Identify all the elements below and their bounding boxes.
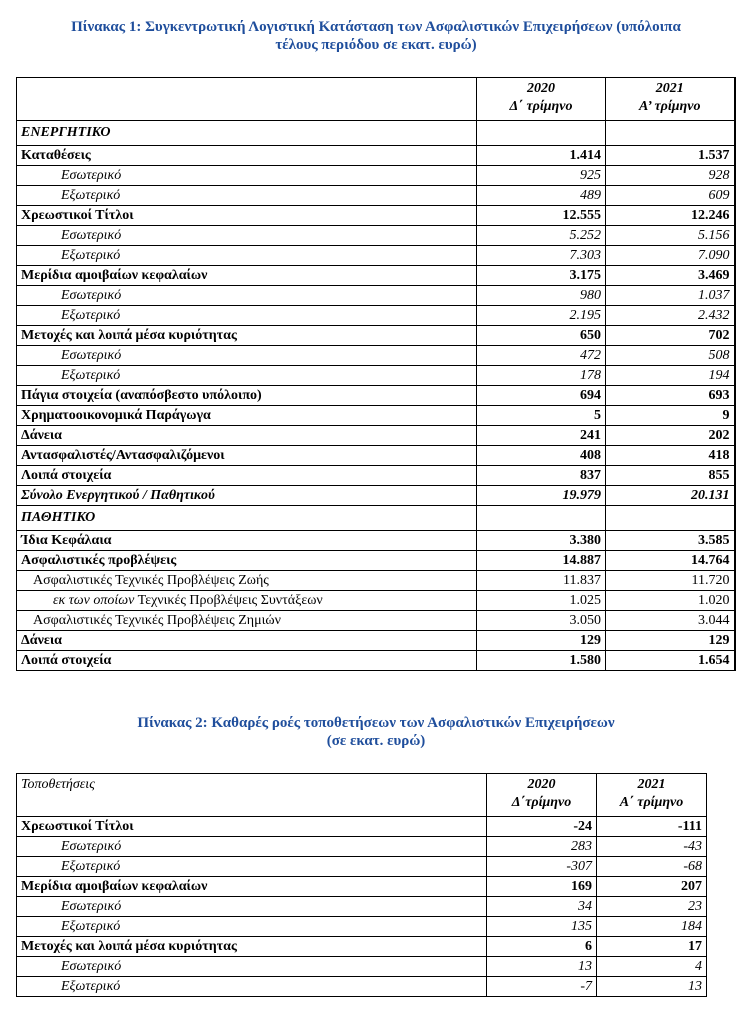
row-value-col1: 12.555 (477, 206, 606, 226)
table-row (17, 226, 735, 246)
row-value-col2: 194 (606, 366, 735, 386)
row-value-col1: 14.887 (477, 551, 606, 571)
row-value-col2: 129 (606, 631, 735, 651)
table-row (17, 366, 735, 386)
row-value-col2: 13 (597, 977, 707, 997)
assets-heading: ΕΝΕΡΓΗΤΙΚΟ (17, 121, 477, 146)
row-label: Μετοχές και λοιπά μέσα κυριότητας (17, 326, 477, 346)
net-flows-table (16, 773, 707, 997)
row-label: Μερίδια αμοιβαίων κεφαλαίων (17, 266, 477, 286)
row-label-text: Τεχνικές Προβλέψεις Συντάξεων (137, 593, 323, 608)
row-label: Εξωτερικό (17, 246, 477, 266)
row-value-col2: 202 (606, 426, 735, 446)
table-row (17, 817, 707, 837)
row-label: Ασφαλιστικές προβλέψεις (17, 551, 477, 571)
row-value-col2: 207 (597, 877, 707, 897)
table2-col1-header: 2020 Δ΄τρίμηνο (487, 774, 597, 817)
row-value-col1: 3.380 (477, 531, 606, 551)
row-value-col2: 23 (597, 897, 707, 917)
row-value-col1: 694 (477, 386, 606, 406)
table1-caption (0, 18, 752, 54)
table-row (17, 531, 735, 551)
table-row (17, 591, 735, 611)
row-value-col1: 178 (477, 366, 606, 386)
table2-caption-line2: (σε εκατ. ευρώ) (326, 733, 426, 749)
row-label: Δάνεια (17, 631, 477, 651)
table2-caption-line1: Πίνακας 2: Καθαρές ροές τοποθετήσεων των Ασφαλιστικών Επιχειρήσεων (137, 715, 615, 731)
table-row (17, 486, 735, 506)
row-label: Εσωτερικό (17, 226, 477, 246)
row-value-col2: 1.654 (606, 651, 735, 671)
row-label: Πάγια στοιχεία (αναπόσβεστο υπόλοιπο) (17, 386, 477, 406)
row-value-col2: 2.432 (606, 306, 735, 326)
row-label: Ίδια Κεφάλαια (17, 531, 477, 551)
row-value-col2: 4 (597, 957, 707, 977)
table-row (17, 286, 735, 306)
row-value-col1: 1.580 (477, 651, 606, 671)
row-value-col1: 129 (477, 631, 606, 651)
row-value-col1: 34 (487, 897, 597, 917)
liabilities-heading-row (17, 506, 735, 531)
table1-header-row (17, 78, 735, 121)
table-row (17, 837, 707, 857)
row-value-col1: 650 (477, 326, 606, 346)
row-value-col2: 508 (606, 346, 735, 366)
row-label: Δάνεια (17, 426, 477, 446)
table-row (17, 466, 735, 486)
row-value-col2: 928 (606, 166, 735, 186)
row-label: Εξωτερικό (17, 306, 477, 326)
row-value-col1: -7 (487, 977, 597, 997)
row-label: Εσωτερικό (17, 837, 487, 857)
row-value-col1: 1.025 (477, 591, 606, 611)
table1-col2-header: 2021 Α’ τρίμηνο (606, 78, 735, 121)
table1-col1-header: 2020 Δ΄ τρίμηνο (477, 78, 606, 121)
table-row (17, 406, 735, 426)
table-row (17, 571, 735, 591)
row-value-col1: 980 (477, 286, 606, 306)
row-value-col1: 11.837 (477, 571, 606, 591)
row-value-col2: 702 (606, 326, 735, 346)
row-value-col1: 472 (477, 346, 606, 366)
table-row (17, 326, 735, 346)
row-label: Εξωτερικό (17, 857, 487, 877)
table-row (17, 631, 735, 651)
row-value-col2: 11.720 (606, 571, 735, 591)
table2-header-row (17, 774, 707, 817)
table-row (17, 611, 735, 631)
row-value-col2: -43 (597, 837, 707, 857)
row-value-col2: 3.585 (606, 531, 735, 551)
table-row (17, 306, 735, 326)
row-label: Ασφαλιστικές Τεχνικές Προβλέψεις Ζημιών (17, 611, 477, 631)
row-label: Καταθέσεις (17, 146, 477, 166)
table-row (17, 651, 735, 671)
row-value-col2: 609 (606, 186, 735, 206)
row-value-col1: 5.252 (477, 226, 606, 246)
row-value-col1: -307 (487, 857, 597, 877)
table-row (17, 166, 735, 186)
table2-caption (0, 714, 752, 750)
row-value-col2: 3.044 (606, 611, 735, 631)
table-row (17, 386, 735, 406)
row-label: Αντασφαλιστές/Αντασφαλιζόμενοι (17, 446, 477, 466)
table-row (17, 186, 735, 206)
table1-header-blank (17, 78, 477, 121)
row-value-col1: 169 (487, 877, 597, 897)
table-row (17, 957, 707, 977)
row-label: Λοιπά στοιχεία (17, 651, 477, 671)
table-row (17, 897, 707, 917)
row-label: Εσωτερικό (17, 897, 487, 917)
row-value-col1: 2.195 (477, 306, 606, 326)
row-value-col1: 6 (487, 937, 597, 957)
row-value-col1: 925 (477, 166, 606, 186)
row-label: Μερίδια αμοιβαίων κεφαλαίων (17, 877, 487, 897)
row-label: Εσωτερικό (17, 166, 477, 186)
row-label: Χρηματοοικονομικά Παράγωγα (17, 406, 477, 426)
row-value-col2: 1.020 (606, 591, 735, 611)
assets-heading-row (17, 121, 735, 146)
row-label: Μετοχές και λοιπά μέσα κυριότητας (17, 937, 487, 957)
row-label: Χρεωστικοί Τίτλοι (17, 206, 477, 226)
row-label-qualifier: εκ των οποίων (53, 593, 135, 608)
row-value-col2: -68 (597, 857, 707, 877)
row-value-col1: 489 (477, 186, 606, 206)
row-value-col1: 13 (487, 957, 597, 977)
row-value-col1: 283 (487, 837, 597, 857)
row-value-col1: 837 (477, 466, 606, 486)
row-label: Εσωτερικό (17, 957, 487, 977)
table-row (17, 857, 707, 877)
table-row (17, 551, 735, 571)
row-label: Εσωτερικό (17, 286, 477, 306)
row-label (17, 591, 477, 611)
table-row (17, 917, 707, 937)
row-value-col2: 14.764 (606, 551, 735, 571)
table-row (17, 146, 735, 166)
row-value-col1: 7.303 (477, 246, 606, 266)
table-row (17, 266, 735, 286)
table1-caption-line1: Πίνακας 1: Συγκεντρωτική Λογιστική Κατάσταση των Ασφαλιστικών Επιχειρήσεων (υπόλοιπα (71, 19, 681, 35)
row-value-col1: 3.175 (477, 266, 606, 286)
row-value-col2: -111 (597, 817, 707, 837)
row-value-col2: 7.090 (606, 246, 735, 266)
row-value-col1: 5 (477, 406, 606, 426)
row-label: Εξωτερικό (17, 917, 487, 937)
table-row (17, 246, 735, 266)
row-value-col2: 5.156 (606, 226, 735, 246)
row-value-col2: 17 (597, 937, 707, 957)
row-label: Χρεωστικοί Τίτλοι (17, 817, 487, 837)
row-value-col1: 408 (477, 446, 606, 466)
table2-header-label: Τοποθετήσεις (17, 774, 487, 817)
row-value-col2: 12.246 (606, 206, 735, 226)
row-value-col2: 9 (606, 406, 735, 426)
row-label: Εξωτερικό (17, 186, 477, 206)
table-row (17, 977, 707, 997)
table2-col2-header: 2021 Α΄ τρίμηνο (597, 774, 707, 817)
row-label: Εσωτερικό (17, 346, 477, 366)
row-label: Εξωτερικό (17, 366, 477, 386)
row-label: Σύνολο Ενεργητικού / Παθητικού (17, 486, 477, 506)
table-row (17, 346, 735, 366)
row-label: Ασφαλιστικές Τεχνικές Προβλέψεις Ζωής (17, 571, 477, 591)
row-value-col1: 1.414 (477, 146, 606, 166)
row-value-col2: 693 (606, 386, 735, 406)
row-value-col2: 1.037 (606, 286, 735, 306)
row-value-col1: 3.050 (477, 611, 606, 631)
table-row (17, 206, 735, 226)
row-label: Εξωτερικό (17, 977, 487, 997)
liabilities-heading: ΠΑΘΗΤΙΚΟ (17, 506, 477, 531)
table-row (17, 446, 735, 466)
row-value-col2: 855 (606, 466, 735, 486)
table-row (17, 426, 735, 446)
table-row (17, 937, 707, 957)
table1-caption-line2: τέλους περιόδου σε εκατ. ευρώ) (275, 37, 477, 53)
row-label: Λοιπά στοιχεία (17, 466, 477, 486)
row-value-col1: 19.979 (477, 486, 606, 506)
row-value-col2: 418 (606, 446, 735, 466)
row-value-col1: 135 (487, 917, 597, 937)
row-value-col2: 184 (597, 917, 707, 937)
row-value-col1: 241 (477, 426, 606, 446)
row-value-col2: 3.469 (606, 266, 735, 286)
row-value-col1: -24 (487, 817, 597, 837)
table-row (17, 877, 707, 897)
row-value-col2: 20.131 (606, 486, 735, 506)
balance-sheet-table (16, 77, 736, 671)
row-value-col2: 1.537 (606, 146, 735, 166)
